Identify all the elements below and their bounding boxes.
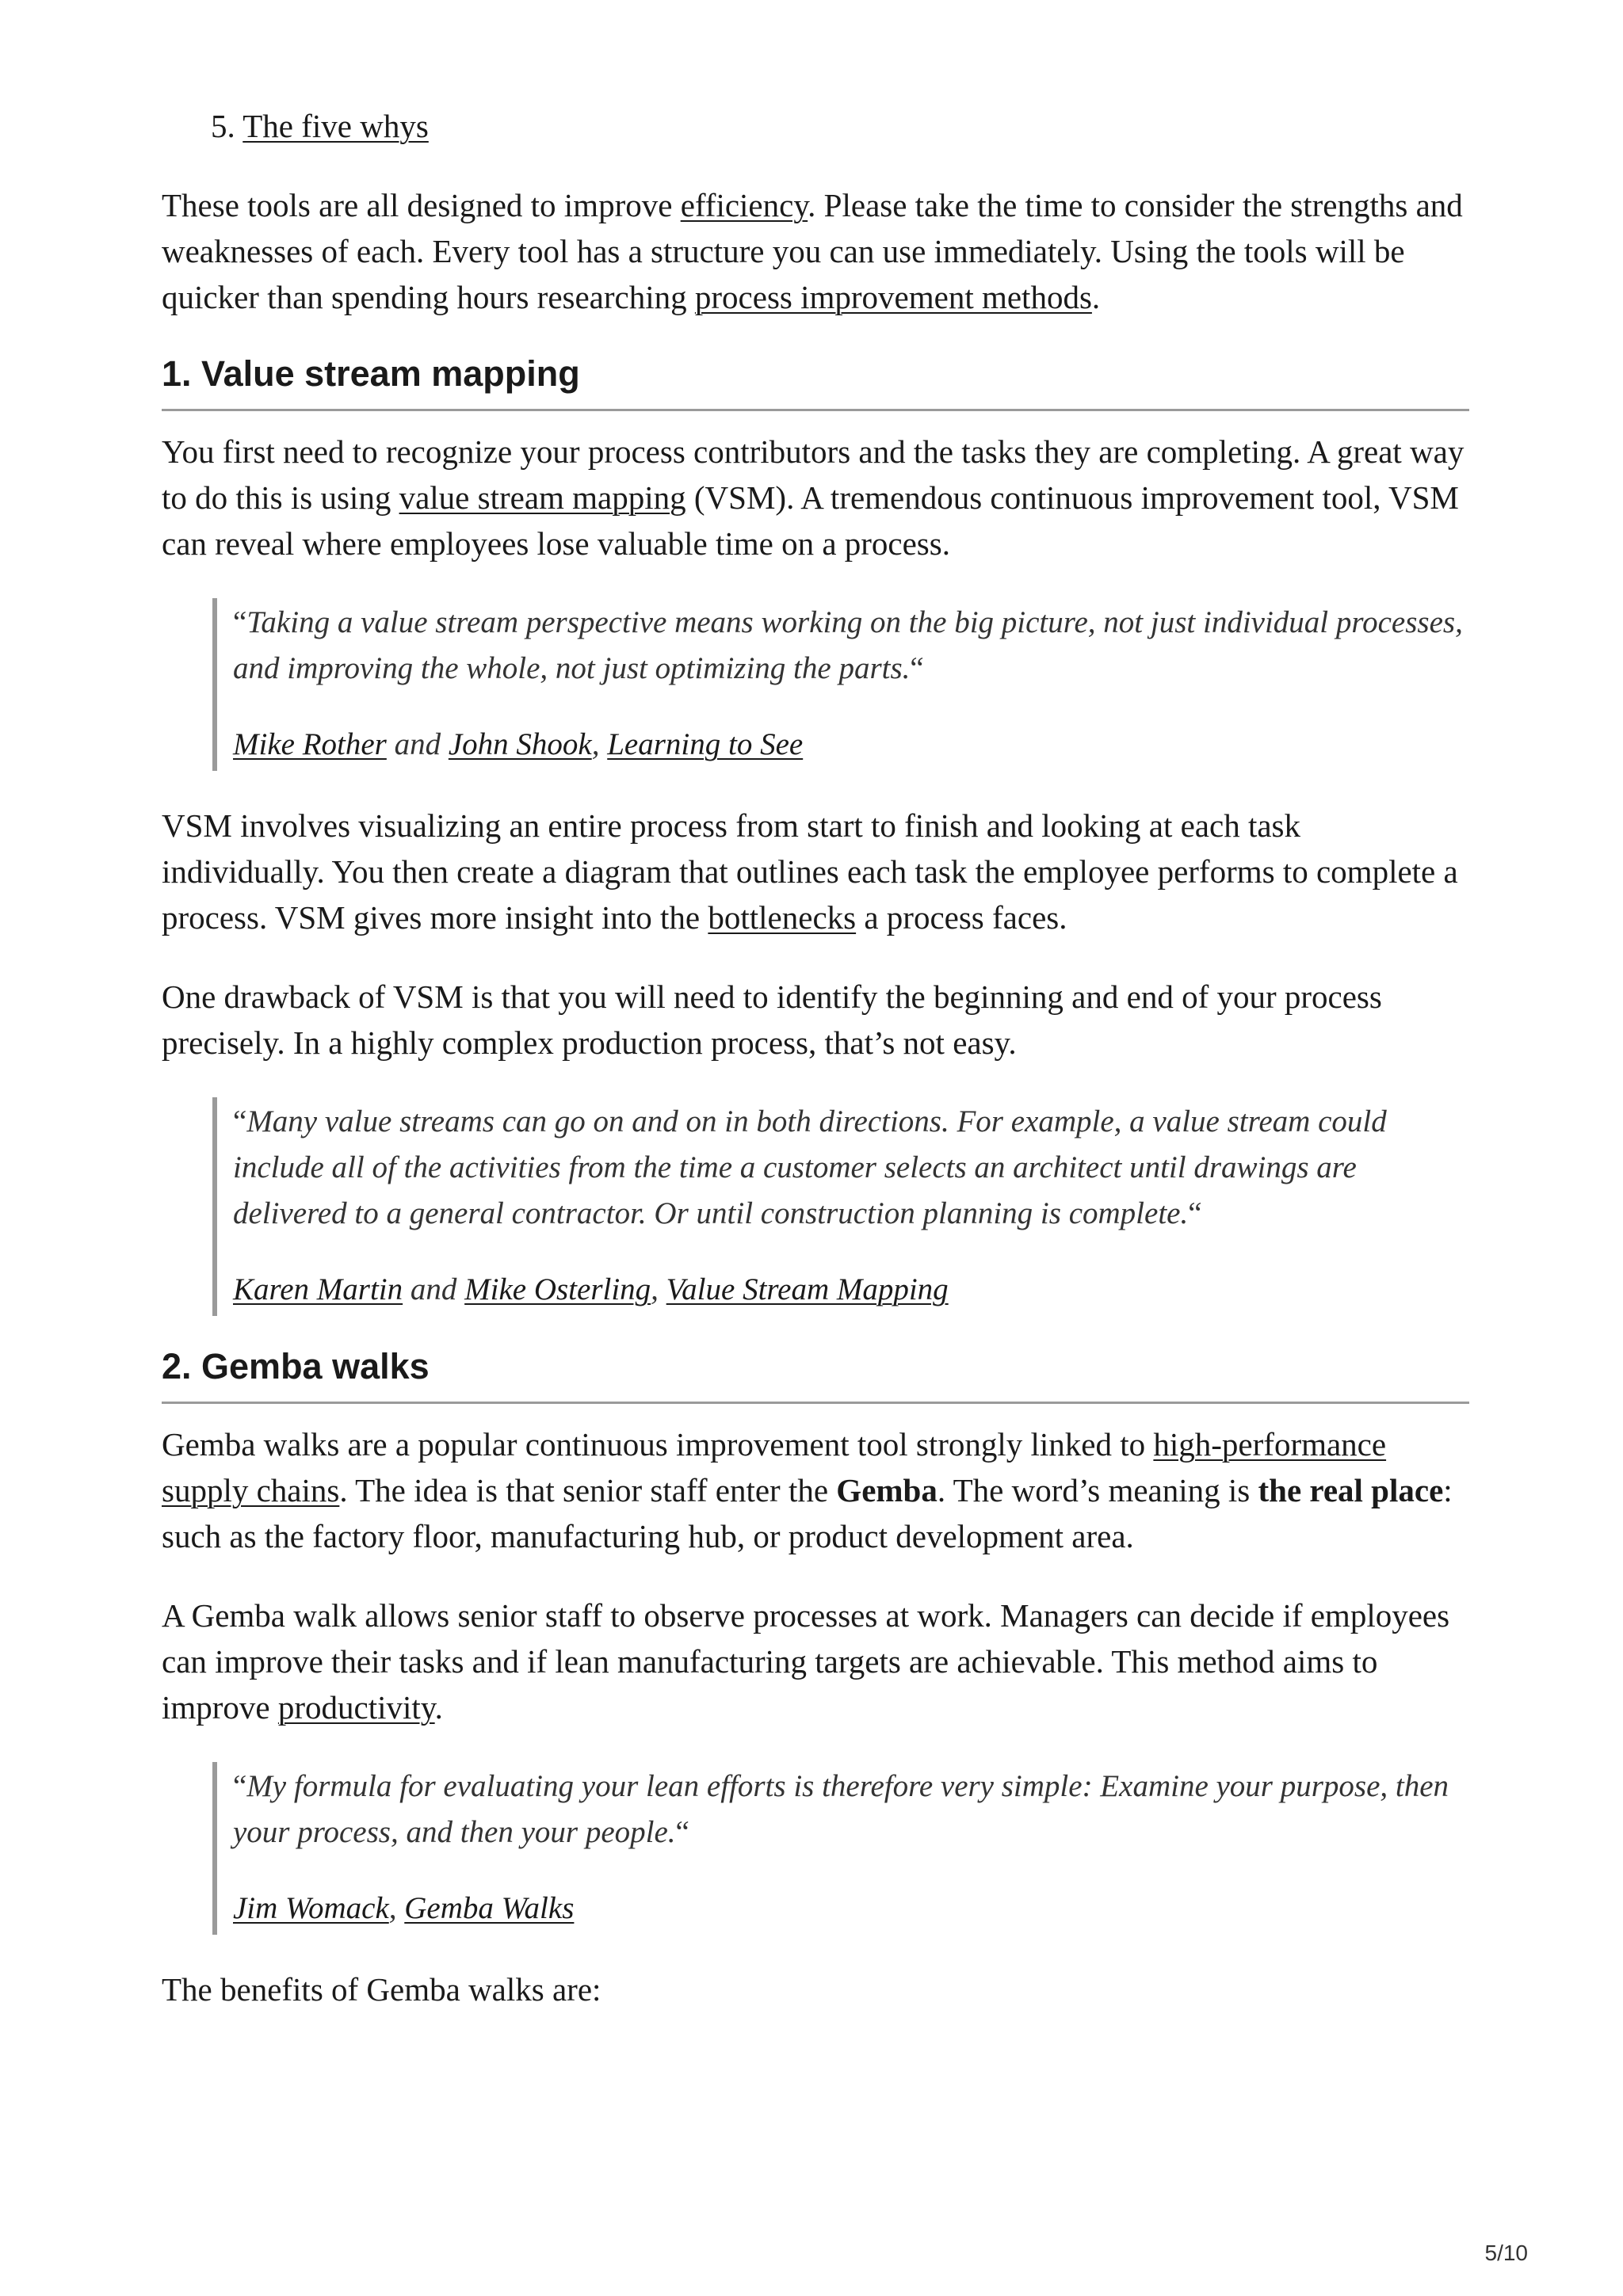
list-item-five-whys xyxy=(211,103,1469,149)
quote-martin-osterling xyxy=(212,1097,1469,1316)
quote-text: “My formula for evaluating your lean efforts is therefore very simple: Examine your purpose, then your process, and then your people.“ xyxy=(233,1769,1449,1849)
quote-text: “Taking a value stream perspective means working on the big picture, not just individual processes, and improving the whole, not just optimizing the parts.“ xyxy=(233,605,1463,685)
vsm-paragraph-3: One drawback of VSM is that you will need to identify the beginning and end of your process precisely. In a highly complex production process, that’s not easy. xyxy=(162,978,1382,1061)
jim-womack-link[interactable]: Jim Womack xyxy=(233,1891,389,1925)
gemba-benefits-intro: The benefits of Gemba walks are: xyxy=(162,1971,601,2008)
intro-paragraph: These tools are all designed to improve efficiency. Please take the time to consider the strengths and weaknesses of each. Every tool has a structure you can use immediately. Using the tools will be quicker than spending hours researching process improvement methods. xyxy=(162,187,1463,315)
quote-rother-shook xyxy=(212,598,1469,771)
section-heading-value-stream-mapping: 1. Value stream mapping xyxy=(162,350,1469,411)
gemba-walks-book-link[interactable]: Gemba Walks xyxy=(404,1891,575,1925)
quote-text: “Many value streams can go on and on in both directions. For example, a value stream could include all of the activities from the time a customer selects an architect until drawings are delivered to a general contractor. Or until construction planning is complete.“ xyxy=(233,1104,1387,1230)
learning-to-see-link[interactable]: Learning to See xyxy=(607,727,804,761)
gemba-paragraph-2: A Gemba walk allows senior staff to observe processes at work. Managers can decide if employees can improve their tasks and if lean manufacturing targets are achievable. This method aims to improve productivity. xyxy=(162,1597,1450,1726)
mike-osterling-link[interactable]: Mike Osterling xyxy=(464,1272,651,1306)
gemba-paragraph-1: Gemba walks are a popular continuous improvement tool strongly linked to high-performance supply chains. The idea is that senior staff enter the Gemba. The word’s meaning is the real place: such as the factory floor, manufacturing hub, or product development area. xyxy=(162,1426,1453,1554)
quote-citation: Karen Martin and Mike Osterling, Value Stream Mapping xyxy=(233,1272,949,1306)
value-stream-mapping-link[interactable]: value stream mapping xyxy=(399,479,686,516)
karen-martin-link[interactable]: Karen Martin xyxy=(233,1272,403,1306)
bottlenecks-link[interactable]: bottlenecks xyxy=(708,899,857,936)
quote-citation: Jim Womack, Gemba Walks xyxy=(233,1891,575,1925)
value-stream-mapping-book-link[interactable]: Value Stream Mapping xyxy=(666,1272,949,1306)
high-performance-supply-chains-link[interactable]: high-performance supply chains xyxy=(162,1426,1387,1508)
page-number: 5/10 xyxy=(1484,2241,1528,2265)
productivity-link[interactable]: productivity xyxy=(277,1689,435,1726)
john-shook-link[interactable]: John Shook xyxy=(448,727,592,761)
vsm-paragraph-1: You first need to recognize your process contributors and the tasks they are completing. A great way to do this is using value stream mapping (VSM). A tremendous continuous improvement tool, VSM can reveal where employees lose valuable time on a process. xyxy=(162,433,1465,562)
vsm-paragraph-2: VSM involves visualizing an entire process from start to finish and looking at each task individually. You then create a diagram that outlines each task the employee performs to complete a process. VSM gives more insight into the bottlenecks a process faces. xyxy=(162,807,1458,936)
five-whys-link[interactable]: The five whys xyxy=(242,108,429,144)
section-heading-gemba-walks: 2. Gemba walks xyxy=(162,1343,1469,1404)
mike-rother-link[interactable]: Mike Rother xyxy=(233,727,387,761)
document-page xyxy=(162,103,1469,2012)
efficiency-link[interactable]: efficiency xyxy=(680,187,808,223)
quote-citation: Mike Rother and John Shook, Learning to See xyxy=(233,727,804,761)
process-improvement-methods-link[interactable]: process improvement methods xyxy=(694,279,1092,315)
quote-womack xyxy=(212,1762,1469,1935)
list-number: 5. xyxy=(211,108,235,144)
